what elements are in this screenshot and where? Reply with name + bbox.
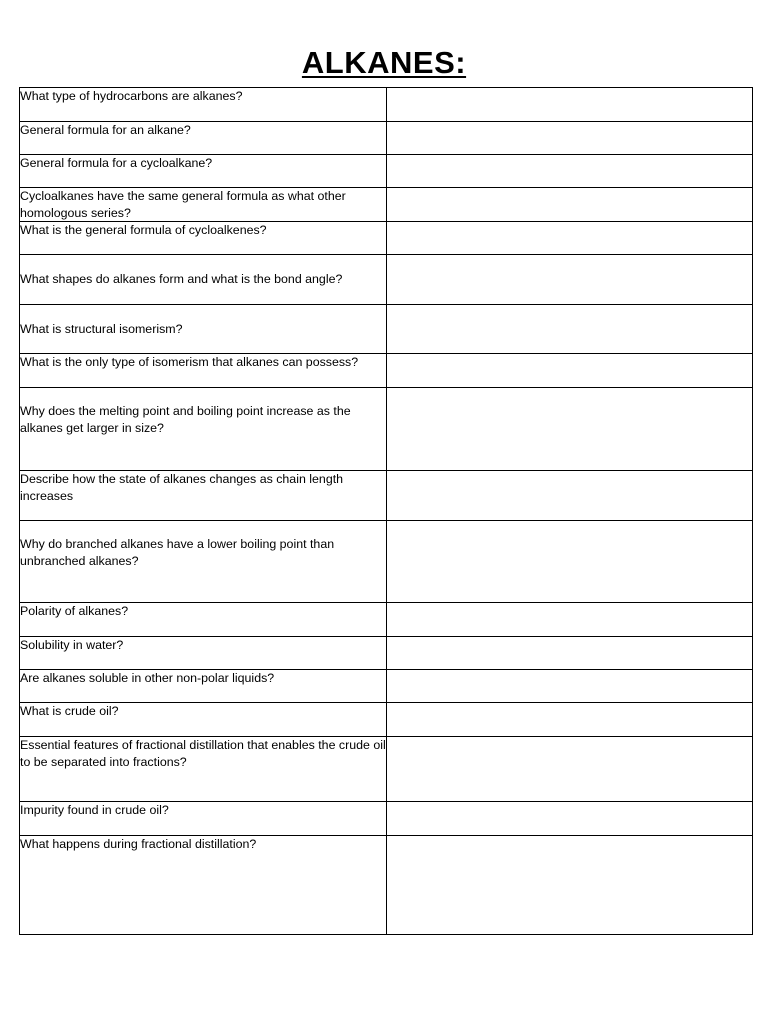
answer-cell[interactable] xyxy=(387,802,753,836)
question-cell: Essential features of fractional distillation that enables the crude oil to be separated into fractions? xyxy=(20,737,387,802)
answer-cell[interactable] xyxy=(387,305,753,354)
answer-cell[interactable] xyxy=(387,354,753,388)
question-cell: What shapes do alkanes form and what is the bond angle? xyxy=(20,255,387,305)
questions-table xyxy=(19,87,753,935)
answer-cell[interactable] xyxy=(387,836,753,935)
answer-cell[interactable] xyxy=(387,637,753,670)
question-cell: What is the general formula of cycloalkenes? xyxy=(20,222,387,255)
table-row xyxy=(20,603,753,637)
table-row xyxy=(20,471,753,521)
table-row xyxy=(20,737,753,802)
table-row xyxy=(20,703,753,737)
table-row xyxy=(20,354,753,388)
answer-cell[interactable] xyxy=(387,388,753,471)
answer-cell[interactable] xyxy=(387,471,753,521)
question-cell: Why do branched alkanes have a lower boiling point than unbranched alkanes? xyxy=(20,521,387,603)
question-cell: Are alkanes soluble in other non-polar liquids? xyxy=(20,670,387,703)
table-row xyxy=(20,836,753,935)
answer-cell[interactable] xyxy=(387,122,753,155)
answer-cell[interactable] xyxy=(387,603,753,637)
answer-cell[interactable] xyxy=(387,88,753,122)
question-cell: Describe how the state of alkanes changes as chain length increases xyxy=(20,471,387,521)
table-row xyxy=(20,305,753,354)
answer-cell[interactable] xyxy=(387,155,753,188)
table-row xyxy=(20,255,753,305)
question-cell: What happens during fractional distillation? xyxy=(20,836,387,935)
table-row xyxy=(20,388,753,471)
question-cell: General formula for a cycloalkane? xyxy=(20,155,387,188)
table-row xyxy=(20,88,753,122)
table-row xyxy=(20,802,753,836)
table-row xyxy=(20,521,753,603)
page-title: ALKANES: xyxy=(301,45,467,80)
answer-cell[interactable] xyxy=(387,670,753,703)
answer-cell[interactable] xyxy=(387,703,753,737)
question-cell: General formula for an alkane? xyxy=(20,122,387,155)
table-row xyxy=(20,155,753,188)
question-cell: Solubility in water? xyxy=(20,637,387,670)
question-cell: What is crude oil? xyxy=(20,703,387,737)
table-row xyxy=(20,222,753,255)
question-cell: Why does the melting point and boiling point increase as the alkanes get larger in size? xyxy=(20,388,387,471)
question-cell: What type of hydrocarbons are alkanes? xyxy=(20,88,387,122)
question-cell: What is structural isomerism? xyxy=(20,305,387,354)
answer-cell[interactable] xyxy=(387,737,753,802)
answer-cell[interactable] xyxy=(387,222,753,255)
question-cell: Impurity found in crude oil? xyxy=(20,802,387,836)
table-row xyxy=(20,122,753,155)
answer-cell[interactable] xyxy=(387,255,753,305)
table-row xyxy=(20,637,753,670)
question-cell: What is the only type of isomerism that alkanes can possess? xyxy=(20,354,387,388)
answer-cell[interactable] xyxy=(387,188,753,222)
question-cell: Cycloalkanes have the same general formula as what other homologous series? xyxy=(20,188,387,222)
table-row xyxy=(20,670,753,703)
question-cell: Polarity of alkanes? xyxy=(20,603,387,637)
answer-cell[interactable] xyxy=(387,521,753,603)
table-row xyxy=(20,188,753,222)
